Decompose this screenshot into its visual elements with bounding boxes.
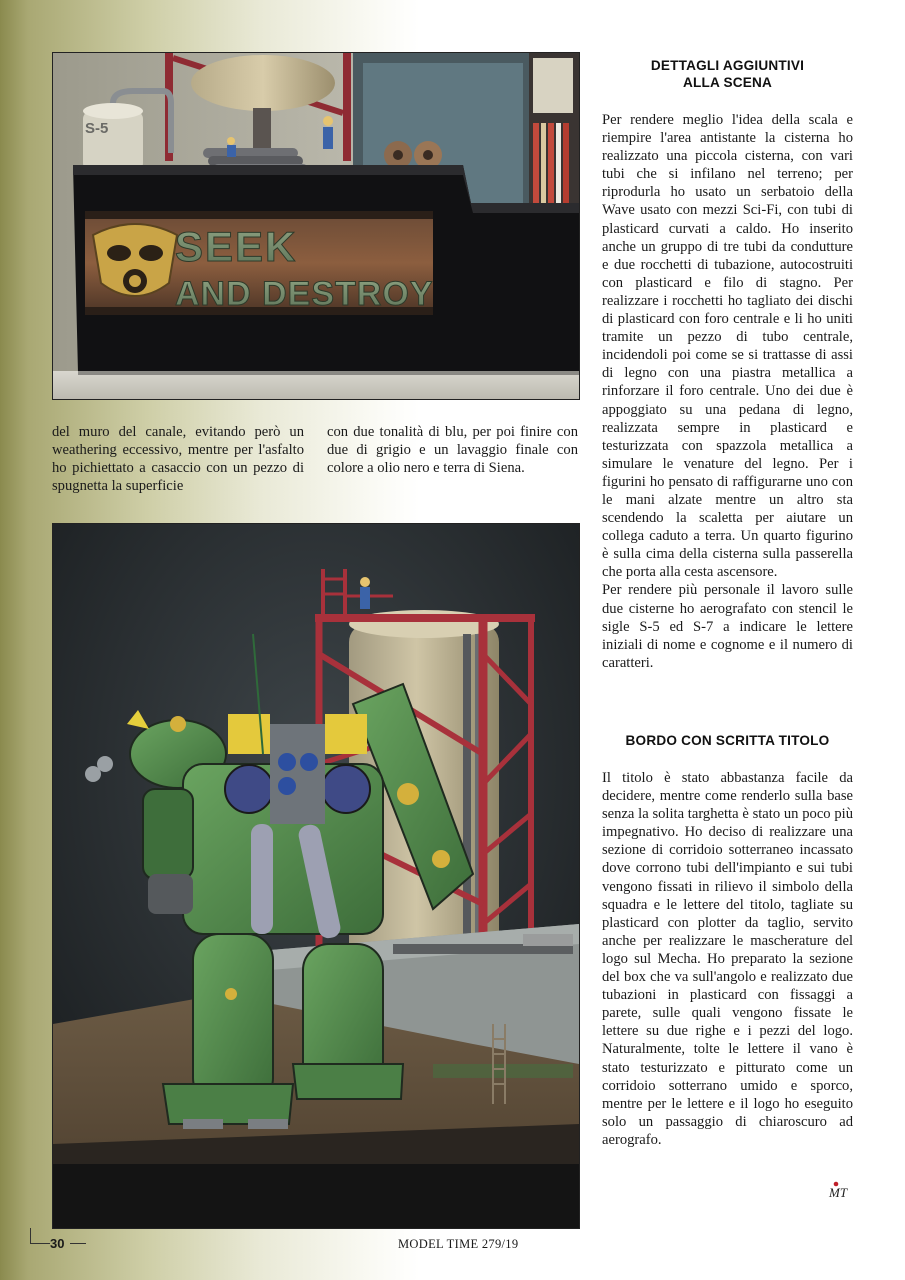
article-column-middle <box>327 423 578 477</box>
sign-text-seek: SEEK <box>175 223 298 270</box>
article-column-right <box>602 111 853 672</box>
page-number: 30 <box>50 1236 65 1251</box>
paragraph-stencil: Per rendere più personale il lavoro sulle due cisterne ho aerografato con stencil le sigle S-5 ed S-7 a indicare le lettere iniziali di nome e cognome e il numero di caratteri. <box>602 582 853 671</box>
section-heading-dettagli <box>602 57 853 91</box>
tank-label-s5: S-5 <box>85 120 109 137</box>
signature-text: MT <box>829 1185 848 1199</box>
paragraph-blue-tones: con due tonalità di blu, per poi finire con due di grigio e un lavaggio finale con colore a olio nero e terra di Siena. <box>327 424 578 477</box>
squad-skull-emblem <box>93 224 177 296</box>
heading-line-1: DETTAGLI AGGIUNTIVI <box>650 58 805 73</box>
footer-rule-right <box>70 1243 86 1244</box>
paragraph-scene-details: Per rendere meglio l'idea della scala e riempire l'area antistante la cisterna ho realizzato una piccola cisterna, con vari tubi che si infilano nel terreno; per riprodurla ho usato un serbatoio della Wave usato con mezzi Sci-Fi, con tubi di plasticard curvati a caldo. Ho inserito anche un gruppo di tre tubi da condutture e due rocchetti di tubazione, autocostruiti con plasticard e filo di stagno. Per realizzare i rocchetti ho tagliato dei dischi di plasticard con foro centrale e li ho uniti tramite un pezzo di tubo centrale, incidendoli poi come se si trattasse di assi di legno con una piastra metallica a rinforzare il foro centrale. Uno dei due è appoggiato su una pedana di legno, realizzata sempre in plasticard e testurizzata con spazzola metallica a simulare le venature del legno. Per i figurini ho pensato di raffigurarne uno con le mani alzate mentre un altro sta scendendo la scaletta per aiutare un collega caduto a terra. Un quarto figurino è sulla cima della cisterna sulla passerella che porta alla cesta ascensore. <box>602 112 853 581</box>
magazine-issue: MODEL TIME 279/19 <box>398 1237 519 1251</box>
footer-rule-left <box>30 1243 50 1244</box>
section-heading-bordo: BORDO CON SCRITTA TITOLO <box>625 733 830 748</box>
footer-rule-vertical <box>30 1228 31 1244</box>
photo-base-sign <box>52 52 580 400</box>
article-column-left <box>52 423 304 495</box>
paragraph-canal-wall: del muro del canale, evitando però un weathering eccessivo, mentre per l'asfalto ho pichiettato a casaccio con un pezzo di spugnetta la superficie <box>52 424 304 495</box>
photo-mecha-diorama <box>52 523 580 1229</box>
article-column-right-bottom <box>602 769 853 1149</box>
sign-text-and-destroy: AND DESTROY <box>175 275 434 313</box>
paragraph-title-border: Il titolo è stato abbastanza facile da decidere, mentre come renderlo sulla base senza la solita targhetta è stato un poco più impegnativo. Ho deciso di realizzare una sezione di corridoio sotterraneo incassato dove corrono tubi dell'impianto e sui tubi vengono fissati in rilievo il simbolo della squadra e le lettere del titolo, tagliate su plasticard con plotter da taglio, servito anche per realizzare le mascherature del logo sul Mecha. Ho preparato la sezione del box che va sull'angolo e realizzato due tubazioni in plasticard con fissaggi a parete, sulle quali vengono fissate le lettere su due righe e i pezzi del logo. Naturalmente, tolte le lettere il vano è stato testurizzato e pitturato come un corridoio sotterrano umido e sporco, mentre per le lettere e il logo ho eseguito solo un passaggio di chiaroscuro ad aerografo. <box>602 770 853 1148</box>
heading-line-2: ALLA SCENA <box>682 75 773 90</box>
mt-signature-logo <box>828 1181 854 1199</box>
